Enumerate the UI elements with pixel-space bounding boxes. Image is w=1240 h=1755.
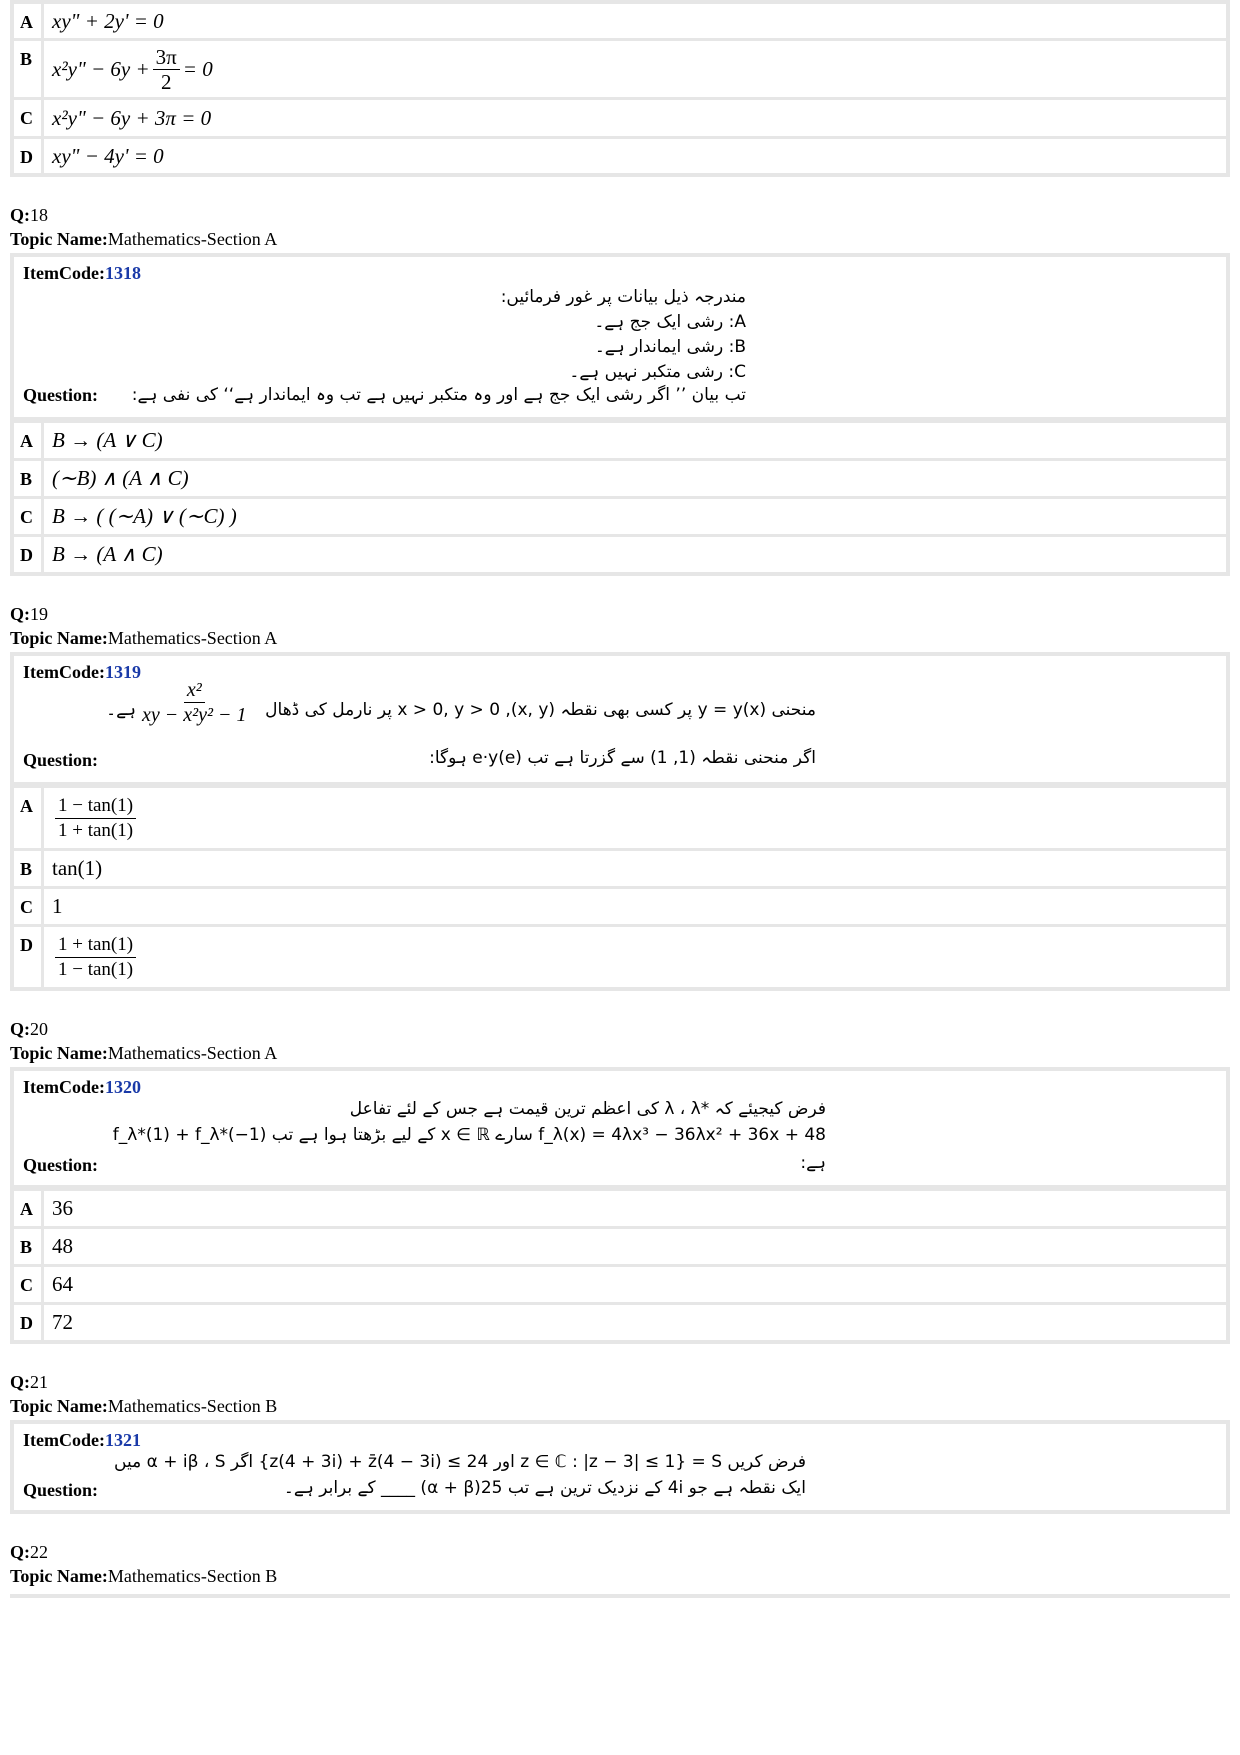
question-number: 18 xyxy=(30,205,48,225)
option-b[interactable] xyxy=(14,848,1226,886)
urdu-line: C: رشی متکبر نہیں ہے۔ xyxy=(569,362,746,382)
question-header-18 xyxy=(10,203,1230,251)
fraction-denominator: 2 xyxy=(160,69,172,94)
option-b[interactable] xyxy=(14,1226,1226,1264)
item-code xyxy=(23,1077,1217,1098)
option-a[interactable] xyxy=(14,4,1226,38)
option-d[interactable] xyxy=(14,534,1226,572)
fraction-denominator: 1 + tan(1) xyxy=(58,819,134,841)
option-text xyxy=(44,788,147,848)
option-d[interactable] xyxy=(14,136,1226,173)
question-stem xyxy=(14,656,1226,785)
option-text: 48 xyxy=(52,1234,73,1258)
option-letter: B xyxy=(14,851,44,886)
urdu-line: مندرجہ ذیل بیانات پر غور فرمائیں: xyxy=(500,287,746,307)
option-c[interactable] xyxy=(14,1264,1226,1302)
question-header-20 xyxy=(10,1017,1230,1065)
option-fraction xyxy=(55,933,136,982)
question-stem xyxy=(14,1071,1226,1188)
item-code xyxy=(23,263,1217,284)
option-text xyxy=(44,927,147,987)
option-letter: D xyxy=(14,139,44,173)
item-code xyxy=(23,1430,1217,1451)
option-letter: A xyxy=(14,788,44,848)
exam-page xyxy=(10,0,1230,1598)
option-letter: D xyxy=(14,1305,44,1340)
question-label: Question: xyxy=(23,1480,99,1500)
q-label: Q: xyxy=(10,1019,30,1039)
question-box-18 xyxy=(10,253,1230,576)
urdu-line: منحنی y = y(x) پر کسی بھی نقطہ (x, y), x > 0, y > 0 پر نارمل کی ڈھال xyxy=(265,700,816,720)
fraction-denominator: xy − x²y² − 1 xyxy=(142,704,247,726)
item-code-label: ItemCode: xyxy=(23,1077,105,1097)
option-b-pre: x²y" − 6y + xyxy=(52,56,150,81)
question-number: 21 xyxy=(30,1372,48,1392)
topic-name: Mathematics-Section A xyxy=(107,229,278,249)
q-label: Q: xyxy=(10,205,30,225)
urdu-line: فرض کیجیئے کہ *λ ، λ کی اعظم ترین قیمت ہے جس کے لئے تفاعل xyxy=(349,1099,826,1119)
option-letter: B xyxy=(14,461,44,496)
question-label: Question: xyxy=(23,750,99,770)
question-label: Question: xyxy=(23,385,99,405)
q-label: Q: xyxy=(10,1542,30,1562)
option-text xyxy=(44,41,221,97)
option-c[interactable] xyxy=(14,97,1226,136)
option-d[interactable] xyxy=(14,924,1226,987)
urdu-line-end: ہے۔ xyxy=(106,700,136,720)
option-text: x²y" − 6y + 3π = 0 xyxy=(52,105,212,130)
topic-name: Mathematics-Section A xyxy=(107,628,278,648)
option-letter: A xyxy=(14,1191,44,1226)
question-stem xyxy=(14,257,1226,420)
fraction-denominator: 1 − tan(1) xyxy=(58,958,134,980)
urdu-line: f_λ(x) = 4λx³ − 36λx² + 36x + 48 سارے x ∈ ℝ کے لیے بڑھتا ہوا ہے تب f_λ*(1) + f_λ*(−1) xyxy=(112,1125,826,1145)
option-text: xy" − 4y' = 0 xyxy=(52,143,164,168)
option-letter: C xyxy=(14,1267,44,1302)
item-code-number: 1318 xyxy=(104,263,141,283)
option-text: tan(1) xyxy=(52,856,103,880)
option-text: 1 xyxy=(52,894,63,918)
option-a[interactable] xyxy=(14,785,1226,848)
option-letter: A xyxy=(14,423,44,458)
option-text: B → (A ∧ C) xyxy=(52,542,163,566)
option-letter: A xyxy=(14,4,44,38)
item-code-label: ItemCode: xyxy=(23,263,105,283)
urdu-line: ایک نقطہ ہے جو 4i کے نزدیک ترین ہے تب 25(α + β) ____ کے برابر ہے۔ xyxy=(283,1478,806,1498)
question-box-21 xyxy=(10,1420,1230,1514)
option-text: 64 xyxy=(52,1272,73,1296)
option-text: xy" + 2y' = 0 xyxy=(52,8,164,33)
urdu-line: A: رشی ایک جج ہے۔ xyxy=(594,312,746,332)
fraction-numerator: 3π xyxy=(153,45,180,70)
topic-label: Topic Name: xyxy=(10,1396,108,1416)
question-number: 19 xyxy=(30,604,48,624)
option-b[interactable] xyxy=(14,38,1226,97)
option-text: B → (A ∨ C) xyxy=(52,428,163,452)
option-b-post: = 0 xyxy=(182,56,213,81)
question-header-19 xyxy=(10,602,1230,650)
item-code-number: 1321 xyxy=(104,1430,141,1450)
option-letter: D xyxy=(14,927,44,987)
topic-label: Topic Name: xyxy=(10,1043,108,1063)
urdu-line: اگر منحنی نقطہ (1, 1) سے گزرتا ہے تب e·y(e) ہوگا: xyxy=(429,748,816,768)
option-letter: C xyxy=(14,889,44,924)
topic-name: Mathematics-Section B xyxy=(107,1396,278,1416)
fraction-numerator: 1 − tan(1) xyxy=(55,794,136,819)
option-text: 36 xyxy=(52,1196,73,1220)
section-divider xyxy=(10,1594,1230,1598)
option-b-fraction xyxy=(153,45,180,94)
fraction-numerator: 1 + tan(1) xyxy=(55,933,136,958)
option-a[interactable] xyxy=(14,1188,1226,1226)
option-letter: B xyxy=(14,41,44,97)
option-text: B → ( (∼A) ∨ (∼C) ) xyxy=(52,504,237,528)
option-letter: C xyxy=(14,499,44,534)
option-d[interactable] xyxy=(14,1302,1226,1340)
topic-label: Topic Name: xyxy=(10,1566,108,1586)
item-code-label: ItemCode: xyxy=(23,1430,105,1450)
option-a[interactable] xyxy=(14,420,1226,458)
option-text: (∼B) ∧ (A ∧ C) xyxy=(52,466,189,490)
prev-options xyxy=(10,0,1230,177)
urdu-line: فرض کریں S = {z ∈ ℂ : |z − 3| ≤ 1 اور z(4 + 3i) + z̄(4 − 3i) ≤ 24} اگر α + iβ ، S میں xyxy=(114,1452,806,1472)
question-box-20 xyxy=(10,1067,1230,1344)
topic-name: Mathematics-Section B xyxy=(107,1566,278,1586)
question-number: 22 xyxy=(30,1542,48,1562)
topic-name: Mathematics-Section A xyxy=(107,1043,278,1063)
urdu-line: B: رشی ایماندار ہے۔ xyxy=(594,337,746,357)
fraction-numerator: x² xyxy=(184,678,205,703)
q-label: Q: xyxy=(10,1372,30,1392)
option-c[interactable] xyxy=(14,496,1226,534)
item-code-number: 1319 xyxy=(104,662,141,682)
option-c[interactable] xyxy=(14,886,1226,924)
item-code-label: ItemCode: xyxy=(23,662,105,682)
option-letter: B xyxy=(14,1229,44,1264)
option-fraction xyxy=(55,794,136,843)
slope-fraction xyxy=(139,678,250,727)
option-letter: C xyxy=(14,100,44,136)
question-header-22 xyxy=(10,1540,1230,1588)
urdu-line: تب بیان ’’ اگر رشی ایک جج ہے اور وہ متکبر نہیں ہے تب وہ ایماندار ہے‘‘ کی نفی ہے: xyxy=(131,385,746,405)
question-header-21 xyxy=(10,1370,1230,1418)
question-number: 20 xyxy=(30,1019,48,1039)
question-stem xyxy=(14,1424,1226,1510)
q-label: Q: xyxy=(10,604,30,624)
topic-label: Topic Name: xyxy=(10,229,108,249)
option-text: 72 xyxy=(52,1310,73,1334)
question-label: Question: xyxy=(23,1155,99,1175)
option-b[interactable] xyxy=(14,458,1226,496)
question-box-19 xyxy=(10,652,1230,991)
urdu-line: ہے: xyxy=(800,1153,826,1173)
topic-label: Topic Name: xyxy=(10,628,108,648)
option-letter: D xyxy=(14,537,44,572)
item-code-number: 1320 xyxy=(104,1077,141,1097)
